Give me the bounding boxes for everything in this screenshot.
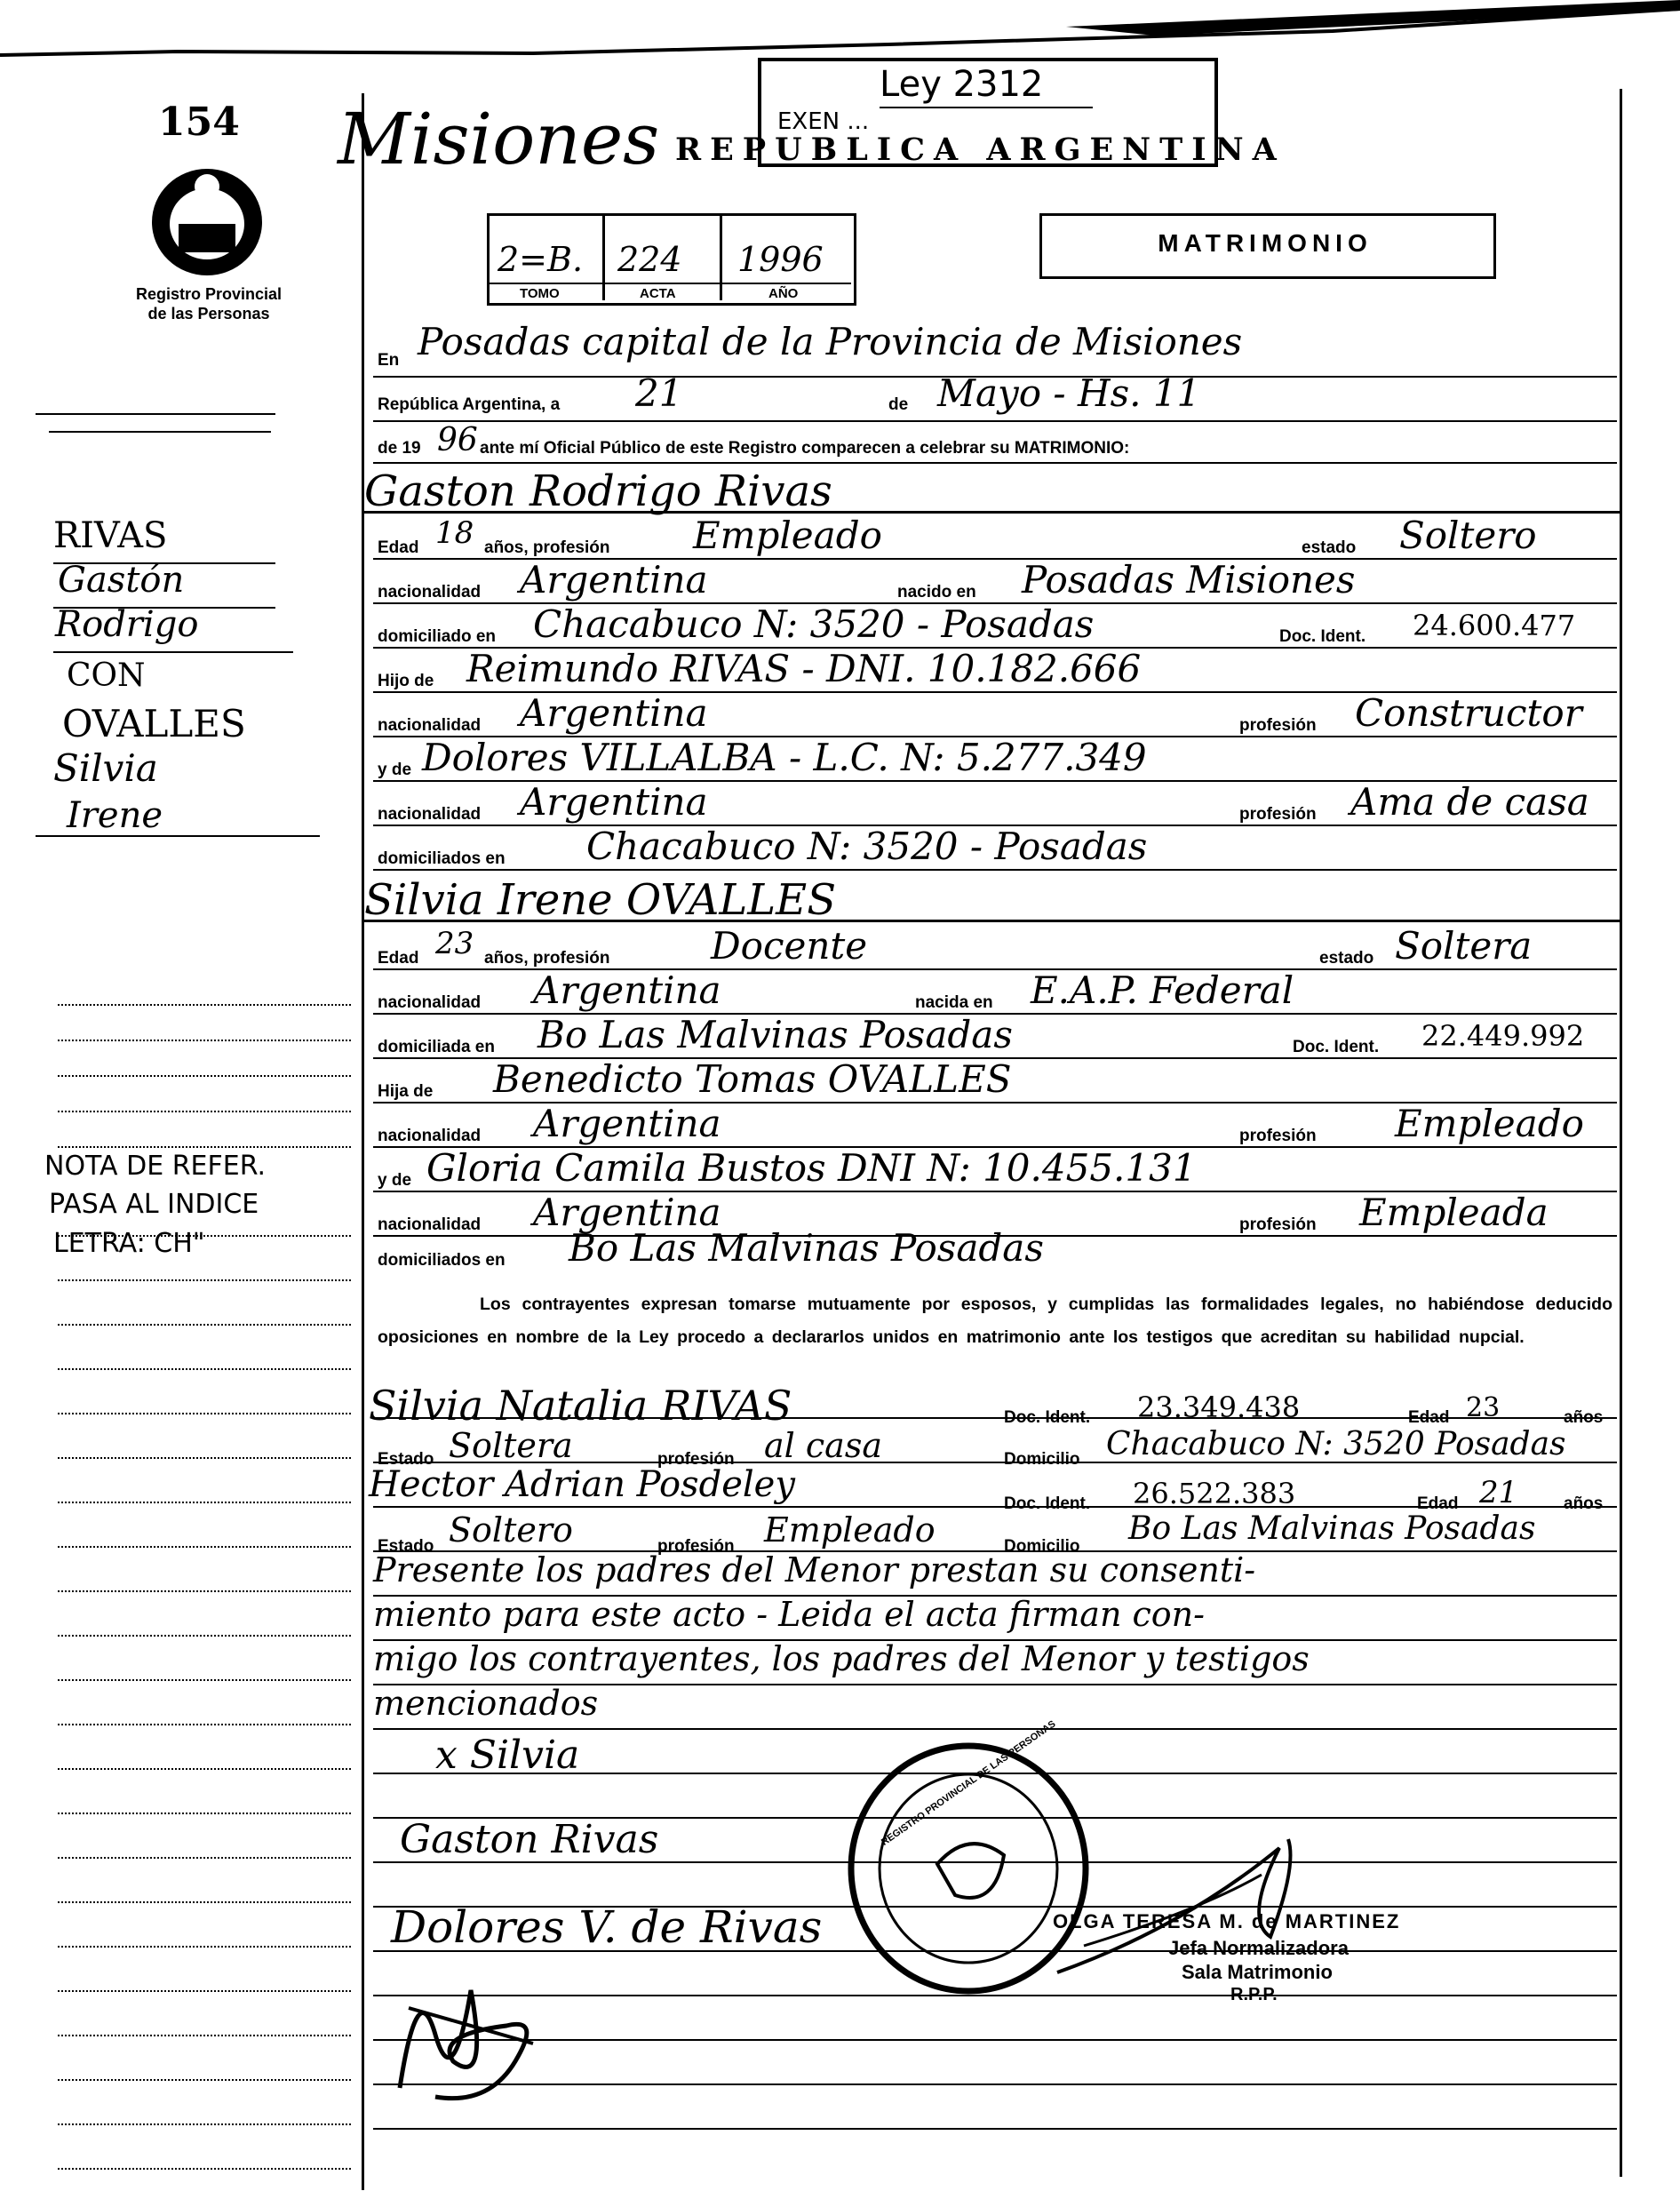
tomo-value: 2=B. [498, 240, 584, 279]
groom-doc: 24.600.477 [1413, 609, 1576, 642]
groom-nationality: Argentina [520, 558, 708, 602]
witness-1-profession-label: profesión [657, 1450, 735, 1469]
official-section: Sala Matrimonio [1182, 1961, 1333, 1983]
year-value: 96 [437, 422, 478, 458]
groom-age: 18 [435, 515, 474, 551]
bride-profession: Docente [711, 924, 868, 968]
bride-mother-nat: Argentina [533, 1191, 721, 1234]
bride-address: Bo Las Malvinas Posadas [537, 1013, 1013, 1056]
page-number: 154 [158, 100, 240, 145]
observation-line-2: miento para este acto - Leida el acta firman con- [373, 1595, 1205, 1634]
bride-name: Silvia Irene OVALLES [364, 875, 837, 925]
province-handwriting: Misiones [338, 98, 660, 180]
groom-mother-nat: Argentina [520, 780, 708, 824]
groom-profession-label: años, profesión [484, 538, 610, 557]
groom-profession: Empleado [693, 514, 882, 557]
witness-1-age: 23 [1466, 1392, 1501, 1423]
groom-birthplace-label: nacido en [897, 583, 976, 602]
groom-mother-nat-label: nacionalidad [378, 805, 482, 824]
bride-father: Benedicto Tomas OVALLES [493, 1057, 1012, 1101]
groom-name: Gaston Rodrigo Rivas [364, 466, 832, 516]
law-stamp-subtext: EXEN ... [777, 108, 870, 135]
month-value: Mayo - Hs. 11 [937, 371, 1201, 415]
margin-note-line-2: PASA AL INDICE [49, 1189, 259, 1220]
bride-doc-label: Doc. Ident. [1293, 1038, 1380, 1056]
bride-mother-label: y de [378, 1171, 412, 1190]
margin-name-3: Rodrigo [55, 604, 199, 645]
bride-mother: Gloria Camila Bustos DNI N: 10.455.131 [426, 1146, 1197, 1190]
groom-status-label: estado [1302, 538, 1357, 557]
seal-text: REGISTRO PROVINCIAL DE LAS PERSONAS [880, 1718, 1058, 1848]
bride-address-label: domiciliada en [378, 1038, 495, 1056]
right-border [1620, 89, 1622, 2177]
groom-father-nat-label: nacionalidad [378, 716, 482, 735]
groom-father-nat: Argentina [520, 691, 708, 735]
official-title: Jefa Normalizadora [1168, 1937, 1349, 1959]
bride-age-label: Edad [378, 949, 419, 968]
margin-name-6: Silvia [53, 746, 158, 790]
witness-2-profession-label: profesión [657, 1537, 735, 1556]
bride-profession-label: años, profesión [484, 949, 610, 968]
groom-address: Chacabuco N: 3520 - Posadas [533, 602, 1095, 646]
country-title: REPUBLICA ARGENTINA [675, 131, 1286, 168]
groom-parents-address: Chacabuco N: 3520 - Posadas [586, 825, 1148, 868]
bride-parents-address-label: domiciliados en [378, 1251, 506, 1270]
bride-birthplace-label: nacida en [915, 993, 993, 1012]
en-label: En [378, 351, 400, 370]
bride-father-prof: Empleado [1395, 1102, 1584, 1145]
intro-text: ante mí Oficial Público de este Registro comparecen a celebrar su MATRIMONIO: [480, 439, 1130, 458]
groom-mother-prof-label: profesión [1239, 805, 1317, 824]
groom-father-prof-label: profesión [1239, 716, 1317, 735]
witness-2-status: Soltero [449, 1510, 573, 1550]
observation-line-1: Presente los padres del Menor prestan su consenti- [373, 1550, 1256, 1589]
bride-status: Soltera [1395, 924, 1533, 968]
groom-birthplace: Posadas Misiones [1022, 558, 1356, 602]
margin-name-2: Gastón [58, 560, 185, 601]
signature-3: Dolores V. de Rivas [391, 1901, 823, 1953]
margin-note-line-1: NOTA DE REFER. [44, 1151, 267, 1182]
witness-1-doc: 23.349.438 [1137, 1390, 1301, 1424]
bride-mother-prof: Empleada [1359, 1191, 1549, 1234]
bride-status-label: estado [1319, 949, 1374, 968]
witness-1-address-label: Domicilio [1004, 1450, 1080, 1469]
witness-1-address: Chacabuco N: 3520 Posadas [1106, 1426, 1566, 1462]
witness-2-status-label: Estado [378, 1537, 434, 1556]
bride-father-nat: Argentina [533, 1102, 721, 1145]
witness-2-age-label: Edad [1417, 1494, 1459, 1513]
witness-2-name: Hector Adrian Posdeley [369, 1464, 795, 1505]
official-org: R.P.P. [1230, 1985, 1278, 2004]
witness-1-status-label: Estado [378, 1450, 434, 1469]
ano-label: AÑO [768, 286, 799, 301]
signature-1: x Silvia [435, 1733, 580, 1778]
witness-2-profession: Empleado [764, 1510, 936, 1550]
bride-birthplace: E.A.P. Federal [1031, 968, 1294, 1012]
year-prefix-label: de 19 [378, 439, 421, 458]
groom-nationality-label: nacionalidad [378, 583, 482, 602]
groom-mother-label: y de [378, 761, 412, 779]
witness-1-age-label: Edad [1408, 1408, 1450, 1427]
witness-2-doc-label: Doc. Ident. [1004, 1494, 1091, 1513]
witness-2-address-label: Domicilio [1004, 1537, 1080, 1556]
bride-age: 23 [435, 926, 474, 961]
witness-1-anos-label: años [1564, 1408, 1604, 1427]
witness-2-doc: 26.522.383 [1133, 1477, 1296, 1510]
observation-line-4: mencionados [373, 1684, 599, 1723]
place-value: Posadas capital de la Provincia de Misiones [418, 320, 1243, 363]
groom-doc-label: Doc. Ident. [1279, 627, 1366, 646]
bride-mother-nat-label: nacionalidad [378, 1215, 482, 1234]
institution-label: Registro Provincial de las Personas [135, 285, 283, 323]
acta-label: ACTA [640, 286, 676, 301]
tomo-label: TOMO [520, 286, 560, 301]
groom-address-label: domiciliado en [378, 627, 497, 646]
left-border [362, 93, 364, 2190]
official-name: OLGA TERESA M. de MARTINEZ [1053, 1910, 1401, 1932]
acta-value: 224 [617, 240, 682, 279]
observation-line-3: migo los contrayentes, los padres del Menor y testigos [373, 1639, 1310, 1678]
groom-mother: Dolores VILLALBA - L.C. N: 5.277.349 [422, 736, 1147, 779]
coat-of-arms-icon [147, 160, 267, 280]
bride-mother-prof-label: profesión [1239, 1215, 1317, 1234]
law-stamp-text: Ley 2312 [880, 64, 1044, 105]
act-type-label: MATRIMONIO [1158, 229, 1373, 257]
margin-note-line-3: LETRA: CH" [53, 1228, 205, 1259]
margin-name-5: OVALLES [62, 702, 246, 745]
signature-2: Gaston Rivas [400, 1817, 659, 1862]
bride-nationality: Argentina [533, 968, 721, 1012]
law-stamp-divider [880, 107, 1093, 108]
witness-2-anos-label: años [1564, 1494, 1604, 1513]
witness-1-doc-label: Doc. Ident. [1004, 1408, 1091, 1427]
groom-mother-prof: Ama de casa [1350, 780, 1589, 824]
groom-age-label: Edad [378, 538, 419, 557]
bride-father-label: Hija de [378, 1082, 434, 1101]
groom-father: Reimundo RIVAS - DNI. 10.182.666 [466, 647, 1142, 690]
witness-1-status: Soltera [449, 1426, 573, 1465]
witness-1-name: Silvia Natalia RIVAS [369, 1382, 792, 1430]
bride-father-prof-label: profesión [1239, 1127, 1317, 1145]
witness-2-age: 21 [1479, 1475, 1518, 1510]
witness-2-address: Bo Las Malvinas Posadas [1128, 1510, 1536, 1547]
margin-name-4: CON [67, 657, 146, 694]
closing-text: Los contrayentes expresan tomarse mutuamente por esposos, y cumplidas las formalidades legales, no habiéndose deducido oposiciones en nombre de la Ley procedo a declararlos unidos en matrimonio ante los testigos que acreditan su habilidad nupcial. [378, 1295, 1612, 1347]
ano-value: 1996 [737, 240, 824, 279]
scan-edge-noise [0, 0, 1680, 27]
margin-name-7: Irene [67, 795, 163, 836]
bride-doc: 22.449.992 [1421, 1019, 1585, 1053]
de-label: de [888, 395, 909, 414]
bride-father-nat-label: nacionalidad [378, 1127, 482, 1145]
bride-nationality-label: nacionalidad [378, 993, 482, 1012]
groom-parents-address-label: domiciliados en [378, 849, 506, 868]
republica-label: República Argentina, a [378, 395, 561, 414]
day-value: 21 [635, 371, 683, 415]
margin-name-1: RIVAS [53, 515, 168, 556]
bride-parents-address: Bo Las Malvinas Posadas [569, 1226, 1044, 1270]
groom-father-label: Hijo de [378, 672, 434, 690]
groom-father-prof: Constructor [1355, 691, 1582, 735]
signature-4-scribble [382, 1955, 560, 2115]
groom-status: Soltero [1399, 514, 1537, 557]
witness-1-profession: al casa [764, 1426, 882, 1465]
